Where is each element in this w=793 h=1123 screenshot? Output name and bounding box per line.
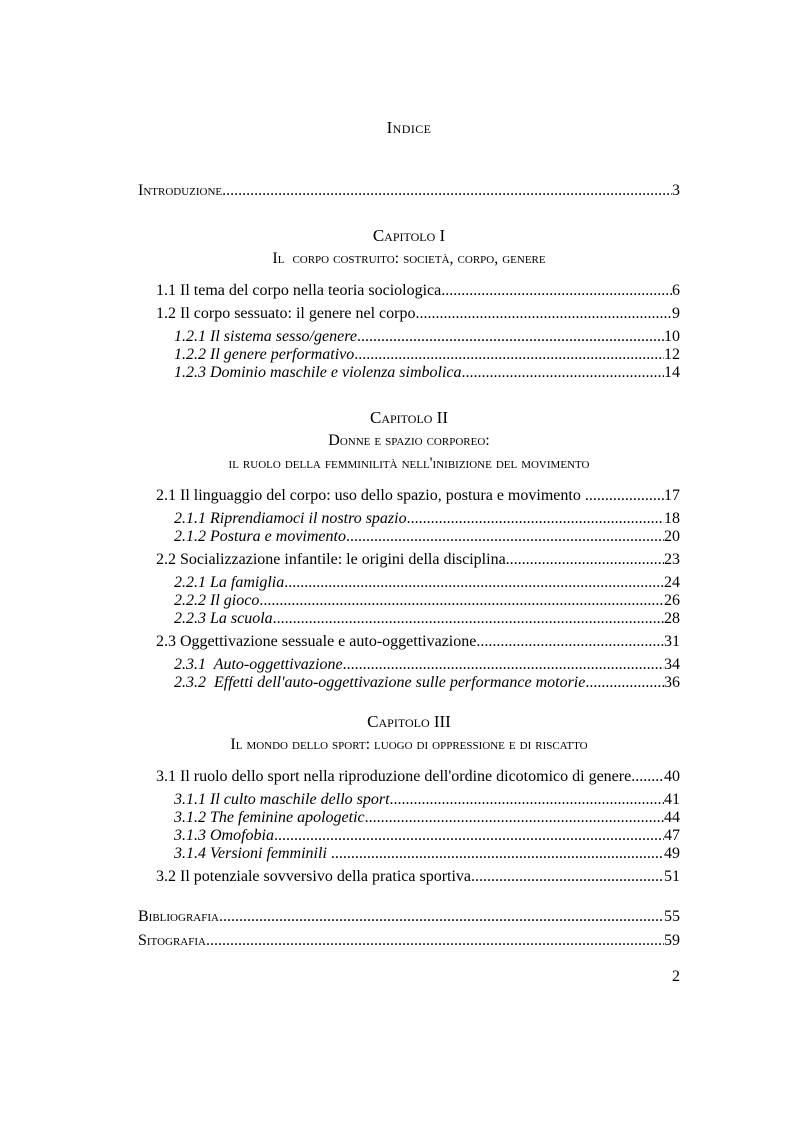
toc-entry-page: 23 xyxy=(664,551,680,568)
dot-leader xyxy=(631,768,664,786)
dot-leader xyxy=(506,551,664,569)
toc-entry-label: 3.1.1 Il culto maschile dello sport xyxy=(174,791,390,808)
toc-entry xyxy=(156,768,680,786)
toc-entry-introduzione xyxy=(138,182,680,200)
dot-leader xyxy=(471,868,664,886)
dot-leader xyxy=(441,282,672,300)
chapter-subtitle: Il corpo costruito: società, corpo, genere xyxy=(272,250,546,267)
toc-entry-page: 31 xyxy=(664,633,680,650)
chapter-heading: Capitolo II xyxy=(369,408,449,427)
chapter-section xyxy=(138,710,680,886)
toc-entry-label: 3.1 Il ruolo dello sport nella riproduzione dell'ordine dicotomico di genere xyxy=(156,768,632,785)
toc-entry-page: 41 xyxy=(664,791,680,808)
toc-entry-page: 10 xyxy=(664,328,680,345)
toc-entry-label: 2.2.3 La scuola xyxy=(174,610,273,627)
dot-leader xyxy=(365,809,664,827)
toc-entry-page: 18 xyxy=(664,510,680,527)
toc-entry-page: 20 xyxy=(664,528,680,545)
toc-entry-page: 26 xyxy=(664,592,680,609)
toc-entry xyxy=(138,908,680,926)
toc-entry xyxy=(138,932,680,950)
dot-leader xyxy=(343,656,664,674)
dot-leader xyxy=(585,487,664,505)
dot-leader xyxy=(273,610,664,628)
toc-entry xyxy=(156,551,680,569)
dot-leader xyxy=(476,633,664,651)
toc-entry-page: 9 xyxy=(672,305,680,322)
dot-leader xyxy=(206,932,664,950)
toc-entry-page: 51 xyxy=(664,868,680,885)
dot-leader xyxy=(284,574,664,592)
dot-leader xyxy=(407,510,664,528)
dot-leader xyxy=(331,845,664,863)
toc-entry-label: 1.1 Il tema del corpo nella teoria sociologica xyxy=(156,282,442,299)
toc-entry-page: 40 xyxy=(664,768,680,785)
toc-entry xyxy=(174,328,680,346)
chapter-entries xyxy=(138,487,680,692)
toc-entry-page: 17 xyxy=(664,487,680,504)
page-footer xyxy=(138,968,680,986)
dot-leader xyxy=(219,908,664,926)
toc-entry-page: 34 xyxy=(664,656,680,673)
toc-entry xyxy=(156,282,680,300)
toc-entry xyxy=(174,656,680,674)
toc-entry-label: 1.2.3 Dominio maschile e violenza simbolica xyxy=(174,364,462,381)
chapters-container xyxy=(138,224,680,886)
chapter-heading: Capitolo I xyxy=(372,226,446,245)
dot-leader xyxy=(357,328,664,346)
toc-entry xyxy=(174,592,680,610)
toc-entry-page: 3 xyxy=(672,182,680,199)
chapter-entries xyxy=(138,768,680,886)
dot-leader xyxy=(585,674,664,692)
toc-entry-label: 1.2.1 Il sistema sesso/genere xyxy=(174,328,357,345)
toc-entry-label: 2.2.2 Il gioco xyxy=(174,592,260,609)
toc-entry xyxy=(174,827,680,845)
toc-entry-label: 3.1.3 Omofobia xyxy=(174,827,274,844)
chapter-heading: Capitolo III xyxy=(367,712,451,731)
toc-entry xyxy=(156,305,680,323)
toc-entry-page: 36 xyxy=(664,674,680,691)
toc-entry xyxy=(174,510,680,528)
page-title: Indice xyxy=(386,118,432,137)
toc-entry xyxy=(174,809,680,827)
chapter-subtitles xyxy=(138,247,680,270)
toc-entry xyxy=(174,528,680,546)
toc-entry-label: 2.2 Socializzazione infantile: le origini della disciplina xyxy=(156,551,506,568)
dot-leader xyxy=(415,305,672,323)
dot-leader xyxy=(390,791,664,809)
chapter-subtitles xyxy=(138,429,680,475)
toc-entry-label: 3.1.4 Versioni femminili xyxy=(174,845,331,862)
toc-entry-page: 44 xyxy=(664,809,680,826)
toc-entry-label: 2.1.2 Postura e movimento xyxy=(174,528,346,545)
toc-entry-label: 3.2 Il potenziale sovversivo della pratica sportiva xyxy=(156,868,472,885)
toc-entry-page: 59 xyxy=(664,932,680,949)
toc-entry-label: 2.3 Oggettivazione sessuale e auto-oggettivazione xyxy=(156,633,477,650)
toc-entry-label: 1.2 Il corpo sessuato: il genere nel corpo xyxy=(156,305,416,322)
toc-entry-label: 2.3.1 Auto-oggettivazione xyxy=(174,656,343,673)
dot-leader xyxy=(462,364,664,382)
toc-entry xyxy=(174,346,680,364)
toc-entry-page: 12 xyxy=(664,346,680,363)
toc-entry-page: 14 xyxy=(664,364,680,381)
toc-entry xyxy=(174,845,680,863)
toc-entry-label: Sitografia xyxy=(138,932,206,949)
page-number: 2 xyxy=(672,968,680,985)
toc-entry-label: 2.1.1 Riprendiamoci il nostro spazio xyxy=(174,510,407,527)
toc-entry xyxy=(156,487,680,505)
toc-entry xyxy=(174,791,680,809)
chapter-section xyxy=(138,224,680,382)
chapter-subtitle: il ruolo della femminilità nell'inibizione del movimento xyxy=(228,455,590,472)
toc-entry xyxy=(174,610,680,628)
closing-section xyxy=(138,908,680,950)
toc-entry-page: 49 xyxy=(664,845,680,862)
toc-entry-label: 2.2.1 La famiglia xyxy=(174,574,285,591)
toc-entry-page: 28 xyxy=(664,610,680,627)
toc-entry-label: Introduzione xyxy=(138,182,223,199)
dot-leader xyxy=(346,528,664,546)
dot-leader xyxy=(354,346,664,364)
toc-entry-label: 3.1.2 The feminine apologetic xyxy=(174,809,365,826)
chapter-entries xyxy=(138,282,680,382)
toc-entry-label: 2.3.2 Effetti dell'auto-oggettivazione sulle performance motorie xyxy=(174,674,586,691)
toc-entry xyxy=(174,364,680,382)
dot-leader xyxy=(274,827,664,845)
chapter-subtitle: Il mondo dello sport: luogo di oppressione e di riscatto xyxy=(230,736,588,753)
dot-leader xyxy=(222,182,672,200)
toc-entry xyxy=(174,674,680,692)
dot-leader xyxy=(259,592,664,610)
toc-entry-page: 24 xyxy=(664,574,680,591)
toc-entry-label: 1.2.2 Il genere performativo xyxy=(174,346,355,363)
toc-entry-page: 47 xyxy=(664,827,680,844)
toc-entry-label: Bibliografia xyxy=(138,908,219,925)
chapter-section xyxy=(138,406,680,692)
toc-entry-page: 6 xyxy=(672,282,680,299)
toc-entry xyxy=(174,574,680,592)
toc-entry-label: 2.1 Il linguaggio del corpo: uso dello spazio, postura e movimento xyxy=(156,487,585,504)
toc-entry xyxy=(156,868,680,886)
chapter-subtitles xyxy=(138,733,680,756)
toc-entry xyxy=(156,633,680,651)
toc-entry-page: 55 xyxy=(664,908,680,925)
chapter-subtitle: Donne e spazio corporeo: xyxy=(328,432,490,449)
